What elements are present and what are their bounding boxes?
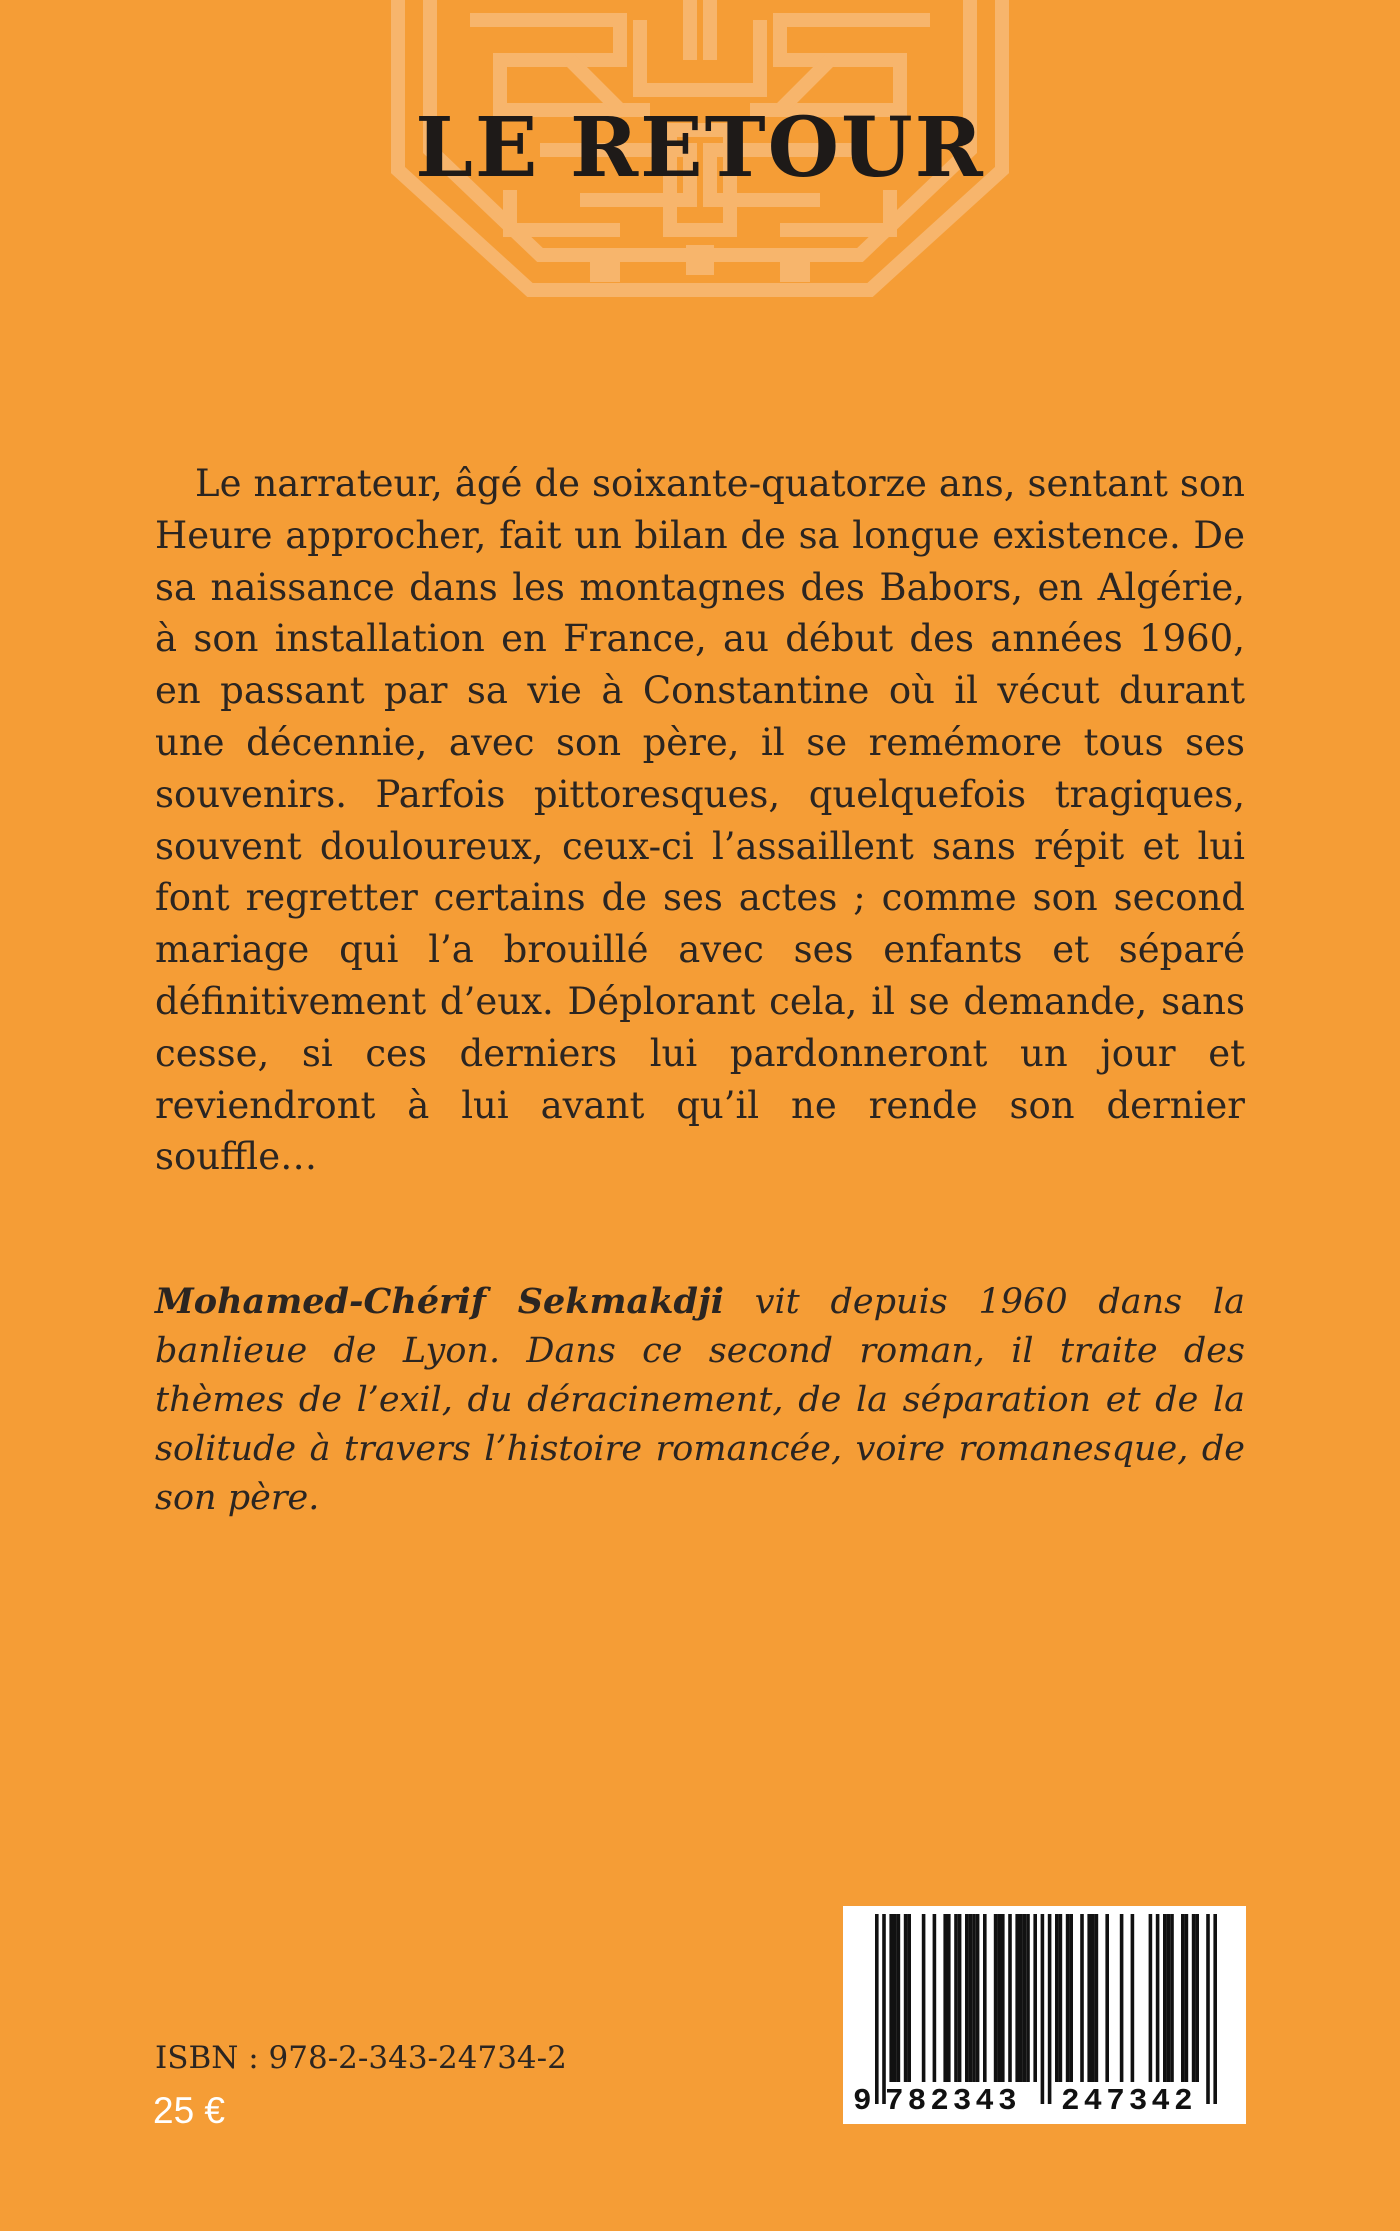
barcode-bar [889, 1914, 893, 2082]
barcode-bar [1055, 1914, 1059, 2082]
price-label: 25 € [153, 2090, 226, 2131]
barcode-bar [922, 1914, 926, 2082]
author-name: Mohamed-Chérif Sekmakdji [155, 1281, 724, 1322]
barcode-lead-digit: 9 [853, 2084, 872, 2119]
barcode-bar [1066, 1914, 1070, 2082]
barcode-bar [1015, 1914, 1019, 2082]
barcode-bar [1213, 1914, 1217, 2104]
barcode-bar [997, 1914, 1001, 2082]
barcode-bar [1087, 1914, 1091, 2082]
barcode-digits [843, 2084, 1246, 2118]
barcode-bar [1033, 1914, 1037, 2082]
barcode-bar [875, 1914, 879, 2104]
isbn-label: ISBN : 978-2-343-24734-2 [155, 2040, 567, 2076]
barcode-bar [1170, 1914, 1174, 2082]
book-title: LE RETOUR [415, 100, 985, 196]
barcode-bar [907, 1914, 911, 2082]
barcode-bar [1149, 1914, 1153, 2082]
barcode-bar [893, 1914, 897, 2082]
barcode-bar [1026, 1914, 1030, 2082]
barcode-bar [958, 1914, 962, 2082]
barcode-bar [897, 1914, 901, 2082]
barcode-bar [943, 1914, 947, 2082]
book-summary: Le narrateur, âgé de soixante-quatorze ans, sentant son Heure approcher, fait un bilan de sa longue existence. De sa naissance dans les montagnes des Babors, en Algérie, à son installation en France, au début des années 1960, en passant par sa vie à Constantine où il vécut durant une décennie, avec son père, il se remémore tous ses souvenirs. Parfois pittoresques, quelquefois tragiques, souvent douloureux, ceux-ci l’assaillent sans répit et lui font regretter certains de ses actes ; comme son second mariage qui l’a brouillé avec ses enfants et séparé définitivement d’eux. Déplorant cela, il se demande, sans cesse, si ces derniers lui pardonneront un jour et reviendront à lui avant qu’il ne rende son dernier souffle… [155, 462, 1245, 1179]
barcode-right-group: 247342 [1061, 2084, 1197, 2119]
barcode-bar [972, 1914, 976, 2082]
barcode-bar [1185, 1914, 1189, 2082]
barcode-bar [1095, 1914, 1099, 2082]
barcode-bar [1048, 1914, 1052, 2104]
barcode-bar [1120, 1914, 1124, 2082]
barcode-bar [994, 1914, 998, 2082]
author-bio [155, 1277, 1245, 1523]
barcode-bar [1156, 1914, 1160, 2082]
barcode-bar [954, 1914, 958, 2082]
barcode-bar [904, 1914, 908, 2082]
barcode-bar [1080, 1914, 1084, 2082]
barcode-bar [1206, 1914, 1210, 2104]
barcode-bar [1105, 1914, 1109, 2082]
barcode-bar [1192, 1914, 1196, 2082]
barcode-bar [947, 1914, 951, 2082]
barcode-bar [1195, 1914, 1199, 2082]
barcode-bar [969, 1914, 973, 2082]
barcode-left-group: 782343 [885, 2084, 1021, 2119]
barcode-bar [983, 1914, 987, 2082]
barcode-bar [1041, 1914, 1045, 2104]
barcode-bar [965, 1914, 969, 2082]
barcode-bar [1059, 1914, 1063, 2082]
barcode [843, 1906, 1246, 2124]
barcode-bar [1008, 1914, 1012, 2082]
barcode-bar [933, 1914, 937, 2082]
barcode-bar [976, 1914, 980, 2082]
barcode-bar [1019, 1914, 1023, 2082]
barcode-bar [1023, 1914, 1027, 2082]
author-bio-text: vit depuis 1960 dans la banlieue de Lyon. Dans ce second roman, il traite des thèmes de l’exil, du déracinement, de la séparation et de la solitude à travers l’histoire romancée, voire romanesque, de son père. [155, 1282, 1245, 1518]
barcode-bar [1181, 1914, 1185, 2082]
barcode-bar [882, 1914, 886, 2104]
barcode-bar [1163, 1914, 1167, 2082]
barcode-bar [1131, 1914, 1135, 2082]
barcode-bar [1091, 1914, 1095, 2082]
barcode-bar [1001, 1914, 1005, 2082]
barcode-bar [1069, 1914, 1073, 2082]
barcode-bar [1167, 1914, 1171, 2082]
